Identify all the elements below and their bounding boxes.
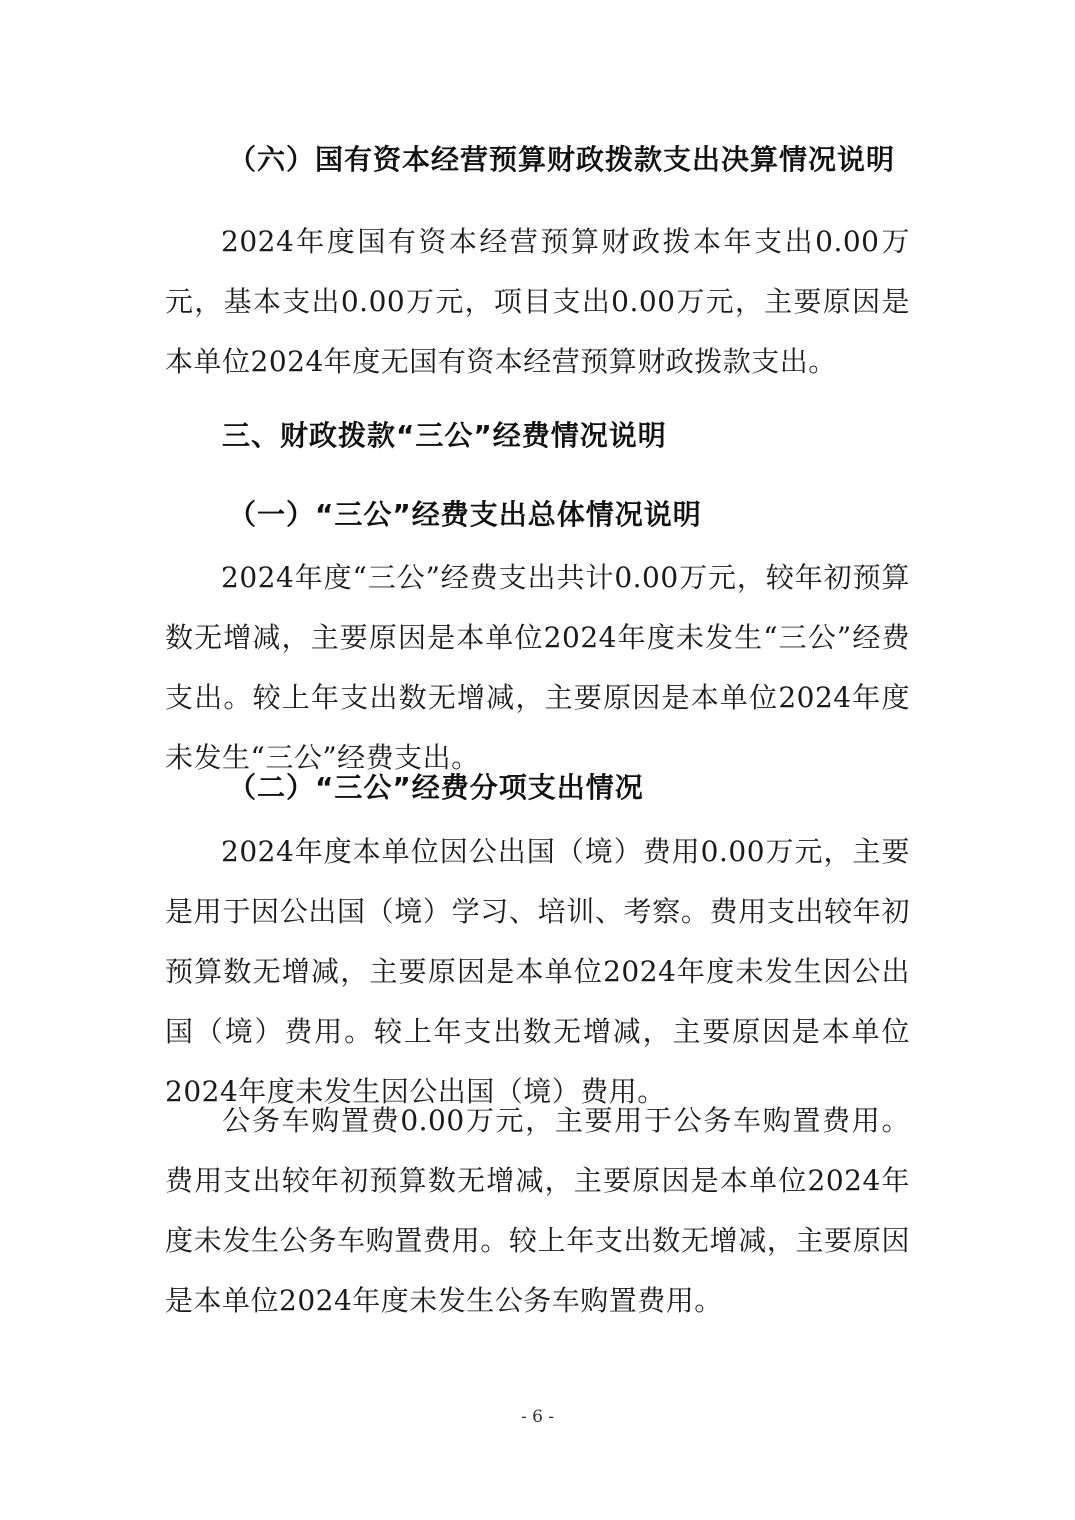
- heading-overall-expenditure: （一）“三公”经费支出总体情况说明: [228, 498, 702, 531]
- paragraph-text: 2024年度“三公”经费支出共计0.00万元，较年初预算数无增减，主要原因是本单位2024年度未发生“三公”经费支出。较上年支出数无增减，主要原因是本单位2024年度未发生“三公”经费支出。: [165, 561, 910, 774]
- paragraph-text: 公务车购置费0.00万元，主要用于公务车购置费用。费用支出较年初预算数无增减，主要原因是本单位2024年度未发生公务车购置费用。较上年支出数无增减，主要原因是本单位2024年度未发生公务车购置费用。: [165, 1104, 910, 1317]
- page-number: - 6 -: [520, 1407, 555, 1427]
- heading-three-public-funds: 三、财政拨款“三公”经费情况说明: [222, 419, 667, 452]
- paragraph-vehicle-purchase: [165, 1091, 910, 1331]
- heading-itemized-expenditure: （二）“三公”经费分项支出情况: [228, 771, 644, 804]
- paragraph-text: 2024年度本单位因公出国（境）费用0.00万元，主要是用于因公出国（境）学习、培训、考察。费用支出较年初预算数无增减，主要原因是本单位2024年度未发生因公出国（境）费用。较上年支出数无增减，主要原因是本单位2024年度未发生因公出国（境）费用。: [165, 835, 910, 1108]
- paragraph-overseas-travel: [165, 822, 910, 1122]
- paragraph-overall-expenditure: [165, 548, 910, 788]
- heading-state-capital-budget: （六）国有资本经营预算财政拨款支出决算情况说明: [228, 143, 896, 176]
- paragraph-state-capital-budget: [165, 212, 910, 392]
- paragraph-text: 2024年度国有资本经营预算财政拨本年支出0.00万元，基本支出0.00万元，项目支出0.00万元，主要原因是本单位2024年度无国有资本经营预算财政拨款支出。: [165, 225, 910, 378]
